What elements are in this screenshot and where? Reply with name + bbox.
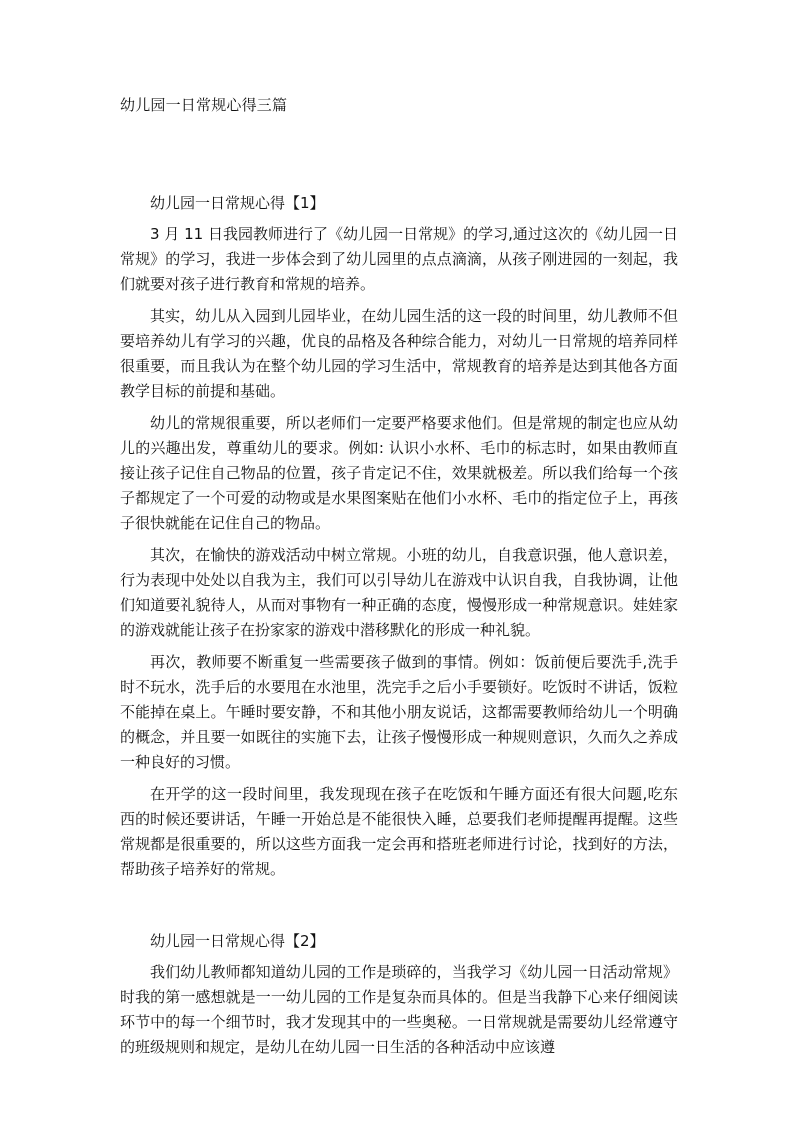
section-heading-1: 幼儿园一日常规心得【1】 — [150, 194, 325, 212]
paragraph: 我们幼儿教师都知道幼儿园的工作是琐碎的，当我学习《幼儿园一日活动常规》时我的第一感想就是一一幼儿园的工作是复杂而具体的。但是当我静下心来仔细阅读环节中的每一个细节时，我才发现其中的一些奥秘。一日常规就是需要幼儿经常遵守的班级规则和规定，是幼儿在幼儿园一日生活的各种活动中应该遵 — [120, 963, 678, 1056]
paragraph: 其次，在愉快的游戏活动中树立常规。小班的幼儿，自我意识强，他人意识差，行为表现中处处以自我为主，我们可以引导幼儿在游戏中认识自我，自我协调，让他们知道要礼貌待人，从而对事物有一种正确的态度，慢慢形成一种常规意识。娃娃家的游戏就能让孩子在扮家家的游戏中潜移默化的形成一种礼貌。 — [120, 546, 678, 639]
paragraph: 3 月 11 日我园教师进行了《幼儿园一日常规》的学习,通过这次的《幼儿园一日常规》的学习，我进一步体会到了幼儿园里的点点滴滴，从孩子刚进园的一刻起，我们就要对孩子进行教育和常规的培养。 — [120, 225, 678, 293]
document-title: 幼儿园一日常规心得三篇 — [120, 96, 288, 114]
paragraph: 幼儿的常规很重要，所以老师们一定要严格要求他们。但是常规的制定也应从幼儿的兴趣出发，尊重幼儿的要求。例如: 认识小水杯、毛巾的标志时，如果由教师直接让孩子记住自己物品的位置，孩子肯定记不住，效果就极差。所以我们给每一个孩子都规定了一个可爱的动物或是水果图案贴在他们小水杯、毛巾的指定位子上，再孩子很快就能在记住自己的物品。 — [120, 414, 678, 532]
paragraph: 再次，教师要不断重复一些需要孩子做到的事情。例如：饭前便后要洗手,洗手时不玩水，洗手后的水要甩在水池里，洗完手之后小手要锁好。吃饭时不讲话，饭粒不能掉在桌上。午睡时要安静，不和其他小朋友说话，这都需要教师给幼儿一个明确的概念，并且要一如既往的实施下去，让孩子慢慢形成一种规则意识，久而久之养成一种良好的习惯。 — [120, 653, 678, 771]
section-heading-2: 幼儿园一日常规心得【2】 — [150, 932, 325, 950]
document-body — [120, 190, 678, 1067]
paragraph: 其实，幼儿从入园到儿园毕业，在幼儿园生活的这一段的时间里，幼儿教师不但要培养幼儿有学习的兴趣，优良的品格及各种综合能力，对幼儿一日常规的培养同样很重要，而且我认为在整个幼儿园的学习生活中，常规教育的培养是达到其他各方面教学目标的前提和基础。 — [120, 307, 678, 400]
paragraph: 在开学的这一段时间里，我发现现在孩子在吃饭和午睡方面还有很大问题,吃东西的时候还要讲话，午睡一开始总是不能很快入睡，总要我们老师提醒再提醒。这些常规都是很重要的，所以这些方面我一定会再和搭班老师进行讨论，找到好的方法，帮助孩子培养好的常规。 — [120, 785, 678, 878]
